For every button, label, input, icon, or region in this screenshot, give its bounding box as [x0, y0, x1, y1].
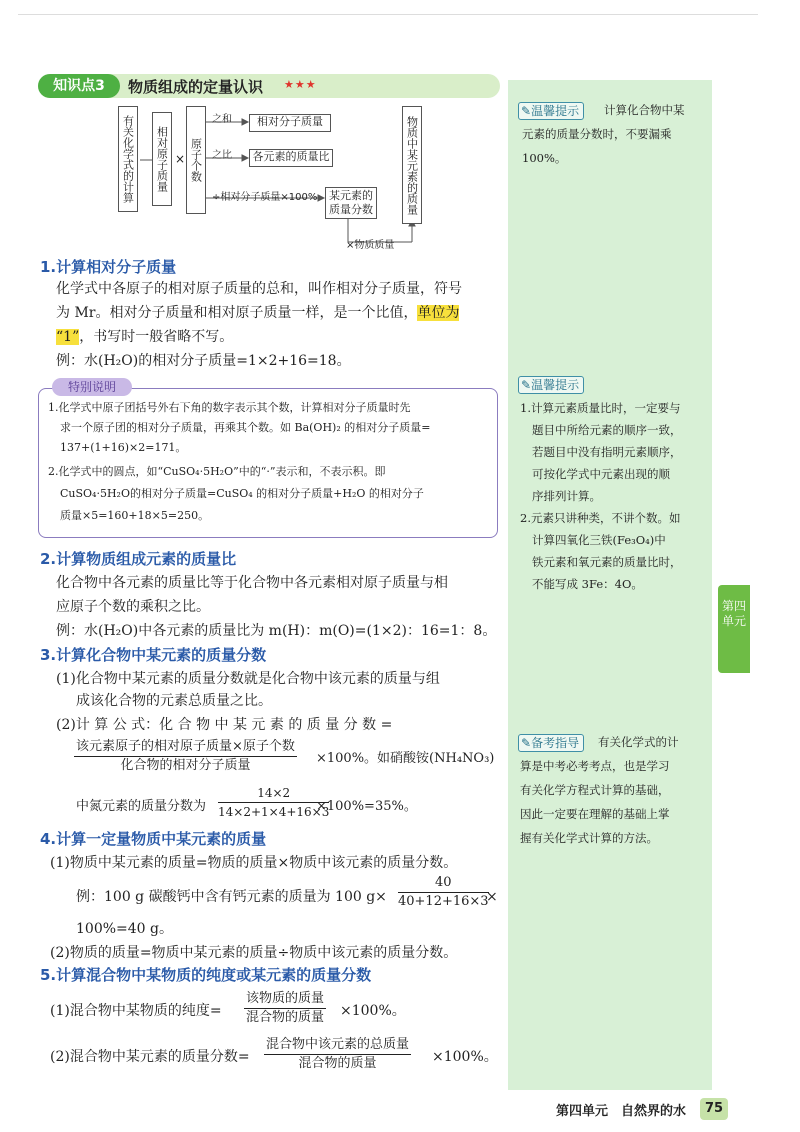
flow-label-sum: 之和	[212, 114, 232, 125]
note-line: CuSO₄·5H₂O的相对分子质量=CuSO₄ 的相对分子质量+H₂O 的相对分子	[60, 487, 424, 500]
tip-icon: ✎	[521, 378, 532, 392]
flow-result-mass-ratio: 各元素的质量比	[249, 149, 333, 167]
s3-line2: 成该化合物的元素总质量之比。	[76, 693, 272, 709]
formula-purity: 该物质的质量 混合物的质量	[246, 991, 325, 1025]
page-number: 75	[700, 1098, 728, 1120]
tip-icon: ✎	[521, 736, 532, 750]
s1-example: 例：水(H₂O)的相对分子质量=1×2+16=18。	[56, 353, 351, 369]
tip1-line: 100%。	[522, 151, 567, 165]
tip2-line: 1.计算元素质量比时，一定要与	[520, 401, 681, 415]
footer-unit-title: 第四单元 自然界的水	[556, 1104, 687, 1119]
s4-example-tail: ×	[486, 889, 498, 905]
tip-tag-warm-1: ✎温馨提示	[518, 102, 584, 120]
s3-example-tail: ×100%=35%。	[316, 799, 417, 814]
s1-line2: 为 Mr。相对分子质量和相对原子质量一样，是一个比值，单位为	[56, 305, 460, 321]
s3-line3: (2)计 算 公 式：化 合 物 中 某 元 素 的 质 量 分 数 =	[56, 717, 393, 733]
flow-label-ratio: 之比	[212, 150, 232, 161]
top-divider	[18, 14, 758, 15]
flow-box-element-mass: 物质中某元素的质量	[402, 106, 422, 224]
special-note-tag: 特别说明	[52, 378, 132, 396]
difficulty-stars: ★★★	[284, 78, 317, 91]
note-line: 2.化学式中的圆点，如“CuSO₄·5H₂O”中的“·”表示和，不表示积。即	[48, 465, 386, 478]
tip3-line: 因此一定要在理解的基础上掌	[520, 807, 670, 821]
formula-mass-fraction: 该元素原子的相对原子质量×原子个数 化合物的相对分子质量	[76, 739, 295, 773]
note-line: 求一个原子团的相对分子质量，再乘其个数。如 Ba(OH)₂ 的相对分子质量=	[60, 421, 431, 434]
heading-1: 1.计算相对分子质量	[40, 258, 177, 276]
unit-tab[interactable]: 第四单元	[718, 585, 750, 673]
s3-line1: (1)化合物中某元素的质量分数就是化合物中该元素的质量与组	[56, 671, 440, 687]
s5-p2-pre: (2)混合物中某元素的质量分数=	[50, 1049, 250, 1065]
flow-label-multiply: ×物质质量	[346, 240, 395, 251]
tip3-line: 有关化学方程式计算的基础，	[520, 783, 670, 797]
tip1-line: 计算化合物中某	[604, 103, 685, 117]
s5-p1-tail: ×100%。	[340, 1003, 406, 1019]
tip2-line: 计算四氧化三铁(Fe₃O₄)中	[532, 533, 666, 547]
heading-4: 4.计算一定量物质中某元素的质量	[40, 830, 267, 848]
s4-line2: 100%=40 g。	[76, 921, 173, 937]
s1-line1: 化学式中各原子的相对原子质量的总和，叫作相对分子质量，符号	[56, 281, 462, 297]
flow-box-atomic-mass: 相对原子质量	[152, 112, 172, 206]
tip1-line: 元素的质量分数时，不要漏乘	[522, 127, 672, 141]
s5-p2-tail: ×100%。	[432, 1049, 498, 1065]
flow-box-atom-count: 原子个数	[186, 106, 206, 214]
heading-5: 5.计算混合物中某物质的纯度或某元素的质量分数	[40, 966, 372, 984]
section-badge: 知识点3	[38, 74, 120, 98]
s1-highlight-a: 单位为	[417, 305, 460, 321]
s3-example-pre: 中氮元素的质量分数为	[76, 799, 207, 814]
s2-line2: 应原子个数的乘积之比。	[56, 599, 210, 615]
formula-nitrogen-fraction: $\frac{14\times 2}{14\times 2+1\times 4+16\times 3}$	[218, 786, 330, 819]
flow-times: ×	[175, 152, 186, 166]
heading-2: 2.计算物质组成元素的质量比	[40, 550, 237, 568]
formula-element-fraction: 混合物中该元素的总质量 混合物的质量	[266, 1037, 410, 1071]
tip2-line: 铁元素和氧元素的质量比时，	[532, 555, 682, 569]
flow-result-molecular-mass: 相对分子质量	[249, 114, 331, 132]
tip2-line: 序排列计算。	[532, 489, 601, 503]
s2-line1: 化合物中各元素的质量比等于化合物中各元素相对原子质量与相	[56, 575, 448, 591]
flow-box-calc: 有关化学式的计算	[118, 106, 138, 212]
tip-icon: ✎	[521, 104, 532, 118]
tip3-line: 有关化学式的计	[598, 735, 679, 749]
tip-tag-warm-2: ✎温馨提示	[518, 376, 584, 394]
s1-highlight-b: “1”	[56, 329, 80, 345]
tip3-line: 握有关化学式计算的方法。	[520, 831, 658, 845]
flow-label-divide: ÷相对分子质量×100%	[212, 192, 318, 203]
note-line: 137+(1+16)×2=171。	[60, 441, 187, 454]
s1-line3: “1”，书写时一般省略不写。	[56, 329, 234, 345]
s4-example-pre: 例：100 g 碳酸钙中含有钙元素的质量为 100 g×	[76, 889, 387, 905]
s5-p1-pre: (1)混合物中某物质的纯度=	[50, 1003, 222, 1019]
tip3-line: 算是中考必考考点，也是学习	[520, 759, 670, 773]
tip2-line: 题目中所给元素的顺序一致，	[532, 423, 682, 437]
tip2-line: 不能写成 3Fe：4O。	[532, 577, 643, 591]
tip-tag-guide: ✎备考指导	[518, 734, 584, 752]
s4-line1: (1)物质中某元素的质量=物质的质量×物质中该元素的质量分数。	[50, 855, 458, 871]
tip2-line: 2.元素只讲种类，不讲个数。如	[520, 511, 681, 525]
heading-3: 3.计算化合物中某元素的质量分数	[40, 646, 267, 664]
note-line: 1.化学式中原子团括号外右下角的数字表示其个数，计算相对分子质量时先	[48, 401, 411, 414]
tip2-line: 可按化学式中元素出现的顺	[532, 467, 670, 481]
tip2-line: 若题目中没有指明元素顺序，	[532, 445, 682, 459]
formula-calcium-fraction: $\frac{40}{40+12+16\times 3}$	[398, 875, 489, 909]
flow-result-mass-fraction: 某元素的质量分数	[325, 187, 377, 219]
s2-example: 例：水(H₂O)中各元素的质量比为 m(H)：m(O)=(1×2)：16=1：8。	[56, 623, 497, 639]
note-line: 质量×5=160+18×5=250。	[60, 509, 210, 522]
s4-line3: (2)物质的质量=物质中某元素的质量÷物质中该元素的质量分数。	[50, 945, 458, 961]
s3-formula-tail: ×100%。如硝酸铵(NH₄NO₃)	[316, 751, 495, 766]
section-title: 物质组成的定量认识	[128, 78, 264, 96]
